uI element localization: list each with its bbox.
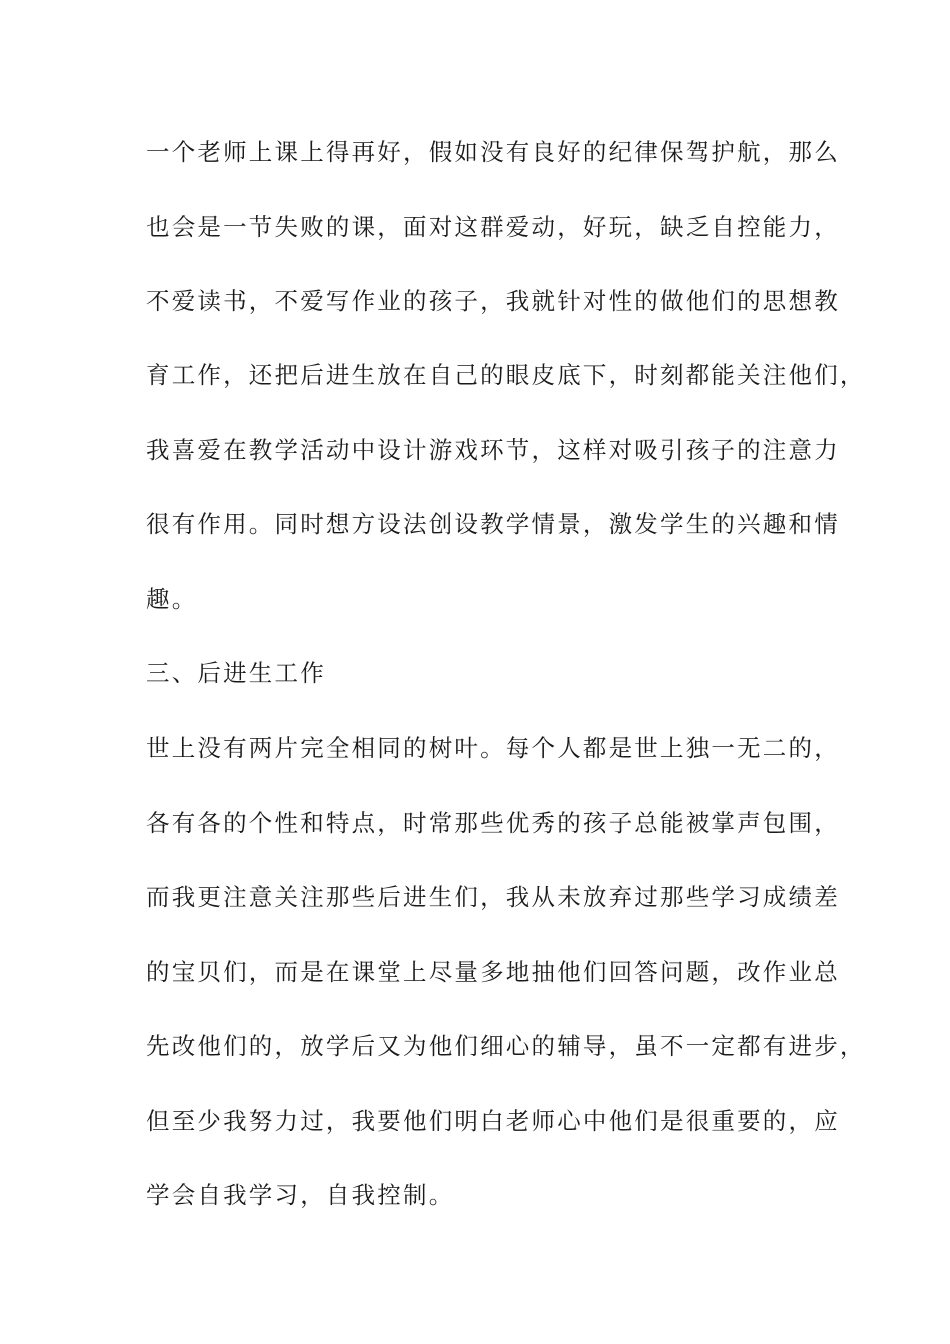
paragraph-line: 一个老师上课上得再好，假如没有良好的纪律保驾护航，那么 [146,138,840,166]
paragraph-line: 育工作，还把后进生放在自己的眼皮底下，时刻都能关注他们， [146,361,866,389]
paragraph-line: 学会自我学习，自我控制。 [146,1181,455,1209]
paragraph-line: 趣。 [146,585,198,613]
paragraph-line: 的宝贝们，而是在课堂上尽量多地抽他们回答问题，改作业总 [146,958,840,986]
paragraph-line: 不爱读书，不爱写作业的孩子，我就针对性的做他们的思想教 [146,287,840,315]
paragraph-line: 也会是一节失败的课，面对这群爱动，好玩，缺乏自控能力， [146,213,840,241]
section-heading: 三、后进生工作 [146,659,326,687]
paragraph-line: 世上没有两片完全相同的树叶。每个人都是世上独一无二的， [146,734,840,762]
paragraph-line: 而我更注意关注那些后进生们，我从未放弃过那些学习成绩差 [146,883,840,911]
paragraph-line: 我喜爱在教学活动中设计游戏环节，这样对吸引孩子的注意力 [146,436,840,464]
paragraph-line: 先改他们的，放学后又为他们细心的辅导，虽不一定都有进步， [146,1032,866,1060]
paragraph-line: 很有作用。同时想方设法创设教学情景，激发学生的兴趣和情 [146,510,840,538]
paragraph-line: 但至少我努力过，我要他们明白老师心中他们是很重要的，应 [146,1107,840,1135]
paragraph-line: 各有各的个性和特点，时常那些优秀的孩子总能被掌声包围， [146,809,840,837]
